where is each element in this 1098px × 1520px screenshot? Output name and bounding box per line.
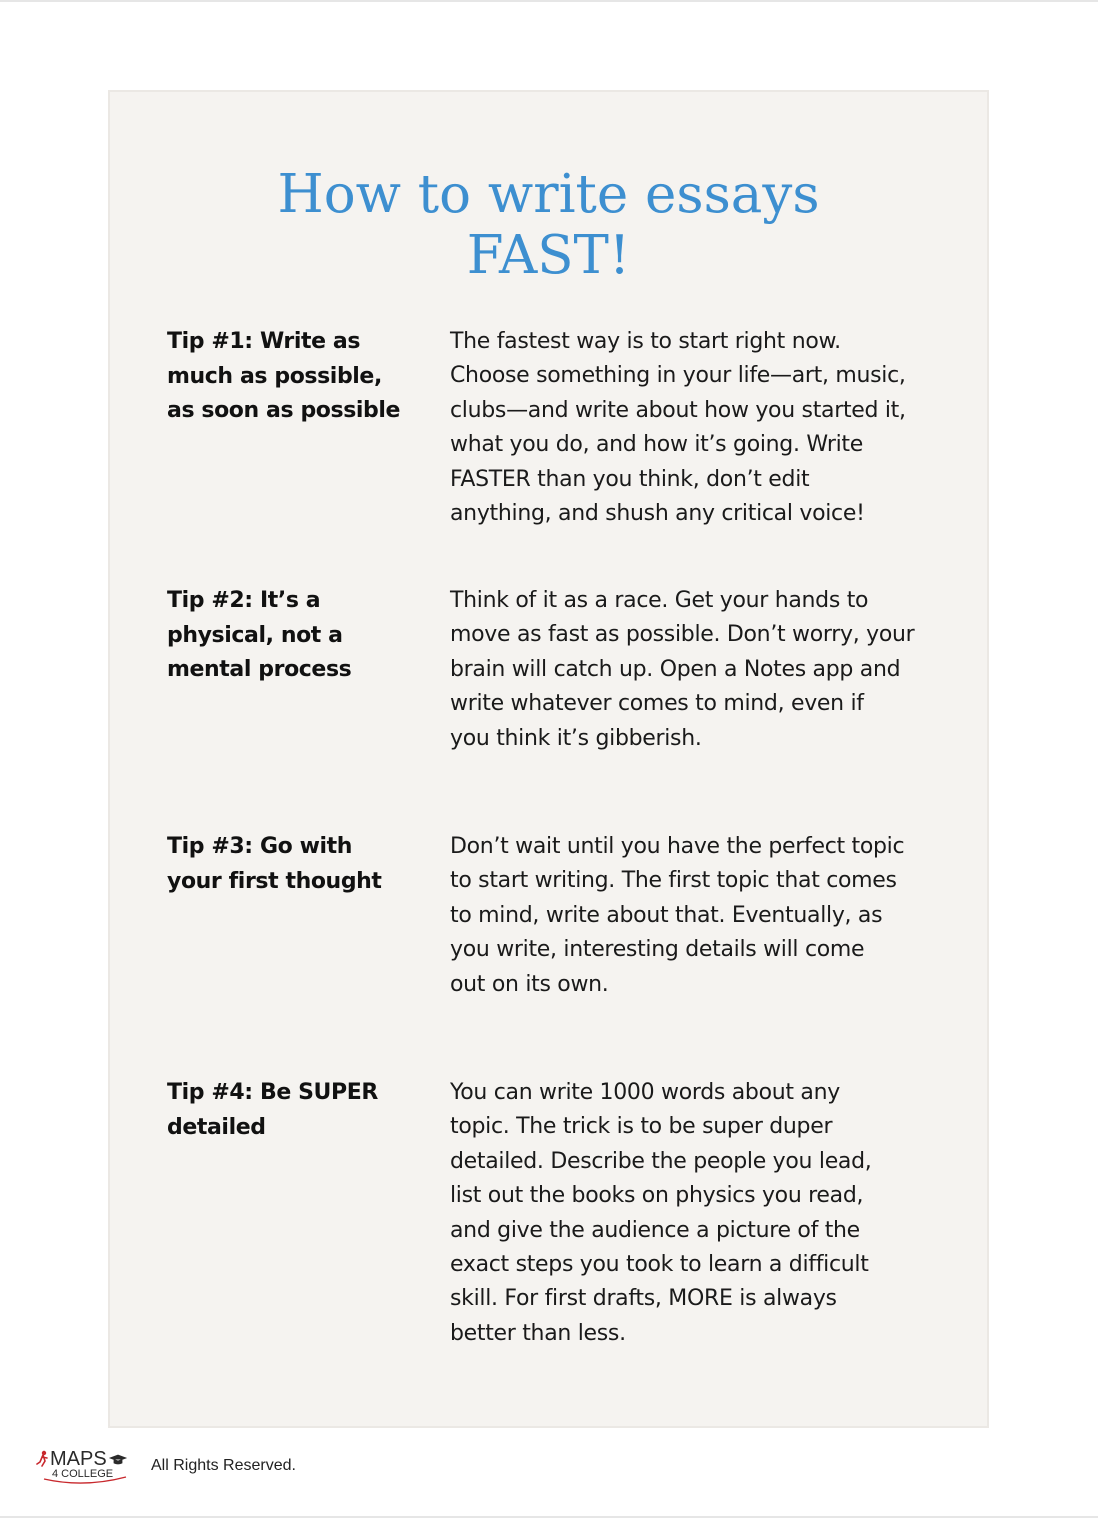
tip-4-heading-line: detailed [167, 1114, 266, 1140]
tip-4-heading-line: Tip #4: Be SUPER [167, 1080, 378, 1105]
tip-2-heading [167, 584, 407, 688]
tip-2-heading-line: physical, not a [167, 622, 343, 648]
footer [36, 1444, 436, 1488]
tip-2-heading-line: mental process [167, 657, 352, 682]
content-card [108, 90, 989, 1428]
title-line-2: FAST! [466, 225, 631, 286]
tip-3-body: Don’t wait until you have the perfect topic to start writing. The first topic that comes to mind, write about that. Eventually, as you write, interesting details will come out on its own. [450, 834, 905, 997]
tip-1-heading [167, 325, 407, 429]
tip-1-heading-line: as soon as possible [167, 398, 401, 423]
logo-college-text: 4 COLLEGE [52, 1468, 114, 1480]
tip-2-heading-line: Tip #2: It’s a [167, 588, 321, 613]
tip-1-body: The fastest way is to start right now. Choose something in your life—art, music, clubs—and write about how you started it, what you do, and how it’s going. Write FASTER than you think, don’t edit anything, and shush any critical voice! [450, 329, 906, 527]
tip-2-body: Think of it as a race. Get your hands to move as fast as possible. Don’t worry, your brain will catch up. Open a Notes app and write whatever comes to mind, even if you think it’s gibberish. [450, 588, 915, 751]
runner-icon [37, 1451, 47, 1466]
tip-4-body: You can write 1000 words about any topic. The trick is to be super duper detailed. Describe the people you lead, list out the books on physics you read, and give the audience a picture of the exact steps you took to learn a difficult skill. For first drafts, MORE is always better than less. [450, 1080, 872, 1346]
tip-1-heading-line: much as possible, [167, 363, 382, 389]
rights-reserved-text: All Rights Reserved. [151, 1457, 296, 1474]
tip-3-heading [167, 830, 407, 899]
tip-3-heading-line: Tip #3: Go with [167, 834, 353, 859]
tip-4-heading [167, 1076, 407, 1145]
page-title [110, 164, 987, 286]
logo-maps-text: MAPS [50, 1448, 107, 1470]
tip-1-heading-line: Tip #1: Write as [167, 329, 361, 354]
tip-3-heading-line: your first thought [167, 868, 382, 894]
graduation-cap-icon [110, 1455, 126, 1464]
maps4college-logo [36, 1444, 136, 1488]
title-line-1: How to write essays [277, 164, 820, 225]
